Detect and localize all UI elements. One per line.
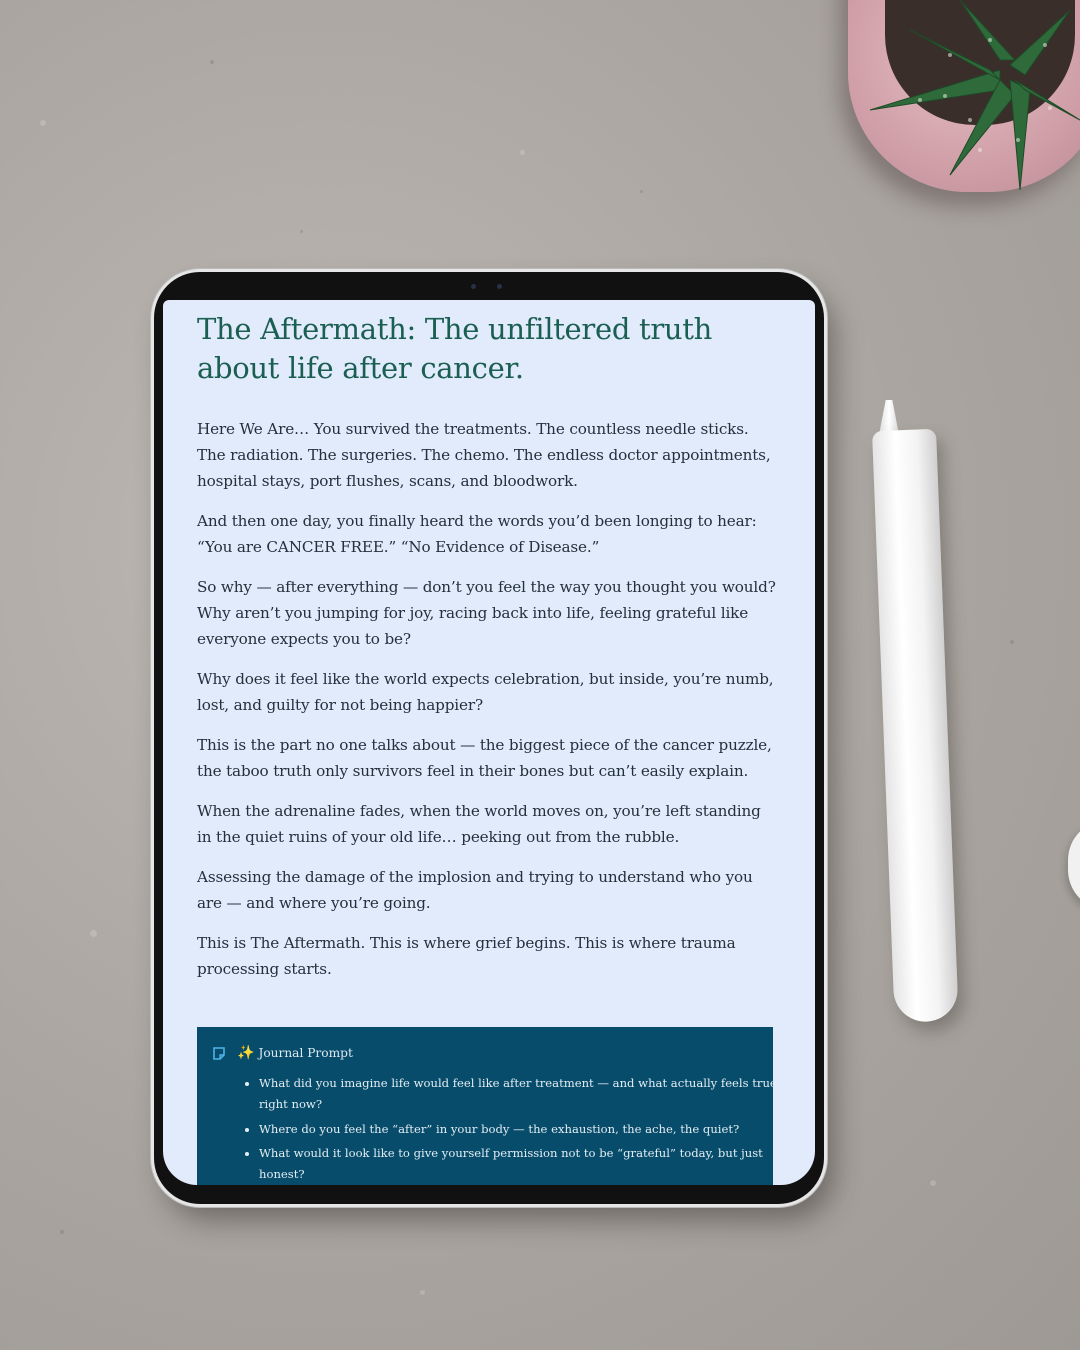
article-body (197, 416, 777, 982)
camera-icon (469, 284, 509, 290)
page-title: The Aftermath: The unfiltered truth about life after cancer. (197, 312, 713, 385)
paragraph: This is The Aftermath. This is where grief begins. This is where trauma processing starts. (197, 934, 736, 978)
paragraph: And then one day, you finally heard the words you’d been longing to hear: “You are CANCER FREE.” “No Evidence of Disease.” (197, 512, 757, 556)
stylus-pencil (872, 429, 959, 1023)
tablet-screen[interactable] (163, 300, 815, 1185)
paragraph: Assessing the damage of the implosion and trying to understand who you are — and where you’re going. (197, 868, 753, 912)
paragraph: Here We Are… You survived the treatments. The countless needle sticks. The radiation. The surgeries. The chemo. The endless doctor appointments, hospital stays, port flushes, scans, and bloodwork. (197, 420, 771, 490)
journal-prompt-callout (197, 1027, 777, 1185)
callout-header (213, 1045, 353, 1061)
article-content (197, 310, 777, 996)
paragraph: When the adrenaline fades, when the world moves on, you’re left standing in the quiet ruins of your old life… peeking out from the rubble. (197, 802, 761, 846)
succulent-plant-icon (850, 0, 1080, 200)
callout-title: Journal Prompt (258, 1046, 353, 1060)
list-item: • What would it look like to give yourself permission not to be “grateful” today, but just honest? (259, 1143, 779, 1185)
prompt-list (237, 1073, 779, 1185)
paragraph: Why does it feel like the world expects celebration, but inside, you’re numb, lost, and guilty for not being happier? (197, 670, 774, 714)
list-item: • Where do you feel the “after” in your body — the exhaustion, the ache, the quiet? (259, 1119, 779, 1140)
partial-object-edge (1068, 820, 1080, 910)
list-item: • What did you imagine life would feel like after treatment — and what actually feels true right now? (259, 1073, 779, 1115)
paragraph: So why — after everything — don’t you feel the way you thought you would? Why aren’t you jumping for joy, racing back into life, feeling grateful like everyone expects you to be? (197, 578, 776, 648)
tablet-device (154, 272, 824, 1204)
paragraph: This is the part no one talks about — the biggest piece of the cancer puzzle, the taboo truth only survivors feel in their bones but can’t easily explain. (197, 736, 772, 780)
note-icon (213, 1047, 225, 1060)
sparkles-icon: ✨ (237, 1045, 255, 1061)
